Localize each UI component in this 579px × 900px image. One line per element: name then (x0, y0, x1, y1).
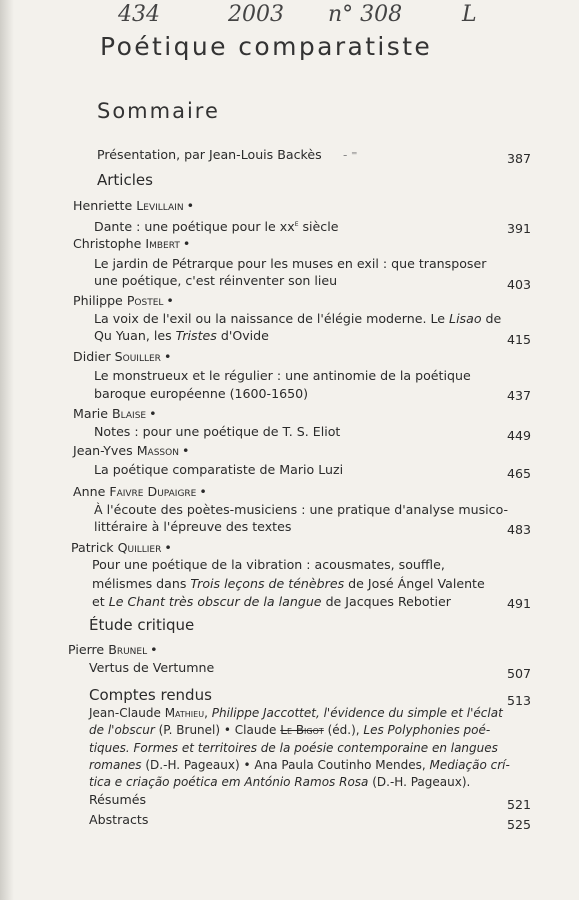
article-title-cont: et Le Chant très obscur de la langue de Jacques Rebotier (92, 594, 451, 609)
article-page: 415 (506, 332, 531, 347)
presentation-page: 387 (506, 151, 531, 166)
article-title-cont: Qu Yuan, les Tristes d'Ovide (94, 328, 269, 343)
article-author: Christophe Imbert • (73, 236, 191, 251)
article-title: La voix de l'exil ou la naissance de l'élégie moderne. Le Lisao de (94, 311, 502, 326)
article-title: Le jardin de Pétrarque pour les muses en exil : que transposer (94, 256, 487, 271)
article-author: Didier Souiller • (73, 349, 172, 364)
article-page: 449 (506, 428, 531, 443)
page-edge-shadow (0, 0, 14, 900)
article-title: Notes : pour une poétique de T. S. Eliot (94, 424, 341, 439)
page-title: Poétique comparatiste (100, 32, 433, 61)
article-author: Marie Blaise • (73, 406, 157, 421)
article-author: Jean-Yves Masson • (73, 443, 190, 458)
article-page: 465 (506, 466, 531, 481)
etude-page: 507 (506, 666, 531, 681)
article-page: 483 (506, 522, 531, 537)
etude-critique-heading: Étude critique (89, 616, 195, 634)
article-author: Henriette Levillain • (73, 198, 194, 213)
handwritten-year: 2003 (228, 2, 284, 27)
etude-title: Vertus de Vertumne (89, 660, 215, 675)
article-title: Pour une poétique de la vibration : acousmates, souffle, (92, 557, 445, 572)
pencil-mark-icon: ‐ ⁼ (343, 148, 358, 162)
article-page: 491 (506, 596, 531, 611)
comptes-rendus-page: 513 (506, 693, 531, 708)
article-author: Anne Faivre Dupaigre • (73, 484, 207, 499)
article-title-cont: baroque européenne (1600-1650) (94, 386, 309, 401)
article-title-cont: une poétique, c'est réinventer son lieu (94, 273, 338, 288)
abstracts-page: 525 (506, 817, 531, 832)
handwritten-ref: 434 (118, 2, 160, 27)
article-author: Patrick Quillier • (71, 540, 172, 555)
article-title: La poétique comparatiste de Mario Luzi (94, 462, 344, 477)
article-title-cont: mélismes dans Trois leçons de ténèbres de José Ángel Valente (92, 576, 485, 591)
etude-author: Pierre Brunel • (68, 642, 158, 657)
article-title-cont: littéraire à l'épreuve des textes (94, 519, 292, 534)
handwritten-number: n° 308 (328, 2, 403, 27)
sommaire-heading: Sommaire (97, 99, 220, 123)
article-title: À l'écoute des poètes-musiciens : une pratique d'analyse musico- (94, 502, 509, 517)
article-page: 403 (506, 277, 531, 292)
comptes-rendus-heading: Comptes rendus (89, 686, 212, 704)
articles-heading: Articles (97, 171, 153, 189)
article-page: 391 (506, 221, 531, 236)
article-title: Dante : une poétique pour le $xx^e$ siècle (94, 219, 339, 235)
presentation-entry: Présentation, par Jean-Louis Backès (97, 147, 322, 162)
article-author: Philippe Postel • (73, 293, 174, 308)
article-page: 437 (506, 388, 531, 403)
resumes-entry: Résumés (89, 792, 147, 807)
handwritten-mark: L (462, 2, 477, 27)
resumes-page: 521 (506, 797, 531, 812)
abstracts-entry: Abstracts (89, 812, 149, 827)
article-title: Le monstrueux et le régulier : une antinomie de la poétique (94, 368, 471, 383)
comptes-rendus-list: Jean-Claude Mathieu, Philippe Jaccottet, l'évidence du simple et l'éclat de l'obscur (P. Brunel) • Claude Le Bigot (éd.), Les Polyphonies poé- tiques. Formes et territoires de la poésie contemporaine en langues romanes (D.-H. Pageaux) • Ana Paula Coutinho Mendes, Mediação crí- tica e criação poética em António Ramos Rosa (D.-H. Pageaux). (89, 706, 510, 790)
